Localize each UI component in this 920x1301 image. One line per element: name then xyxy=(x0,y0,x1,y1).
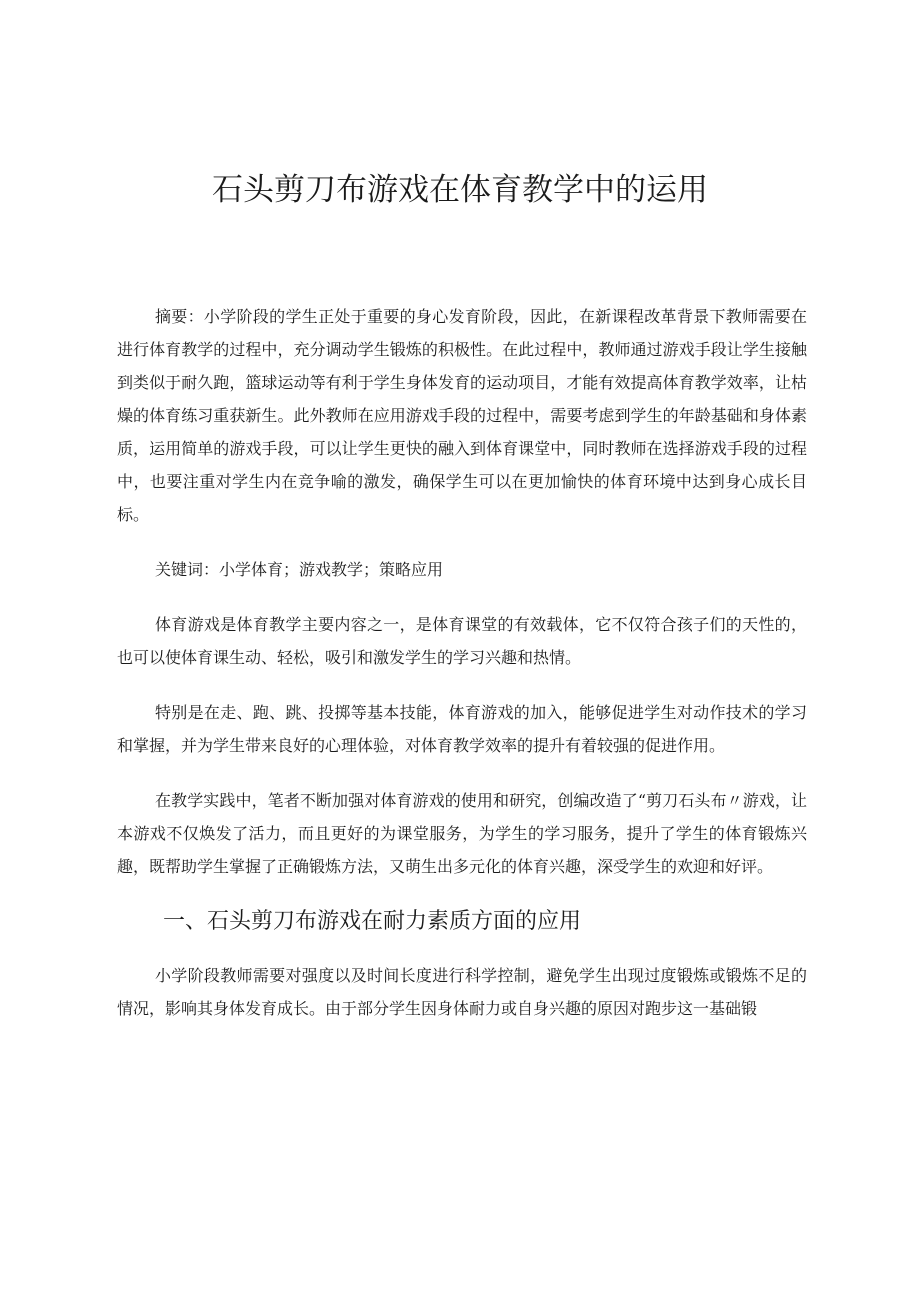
document-body xyxy=(117,300,807,1047)
section-heading-1: 一、石头剪刀布游戏在耐力素质方面的应用 xyxy=(163,909,582,934)
body-paragraph-2: 特别是在走、跑、跳、投掷等基本技能，体育游戏的加入，能够促进学生对动作技术的学习和掌握，并为学生带来良好的心理体验，对体育教学效率的提升有着较强的促进作用。 xyxy=(117,703,807,755)
keywords-paragraph: 关键词：小学体育；游戏教学；策略应用 xyxy=(155,560,444,579)
document-title: 石头剪刀布游戏在体育教学中的运用 xyxy=(212,172,708,208)
abstract-paragraph: 摘要：小学阶段的学生正处于重要的身心发育阶段，因此，在新课程改革背景下教师需要在进行体育教学的过程中，充分调动学生锻炼的积极性。在此过程中，教师通过游戏手段让学生接触到类似于耐久跑，篮球运动等有利于学生身体发育的运动项目，才能有效提高体育教学效率，让枯燥的体育练习重获新生。此外教师在应用游戏手段的过程中，需要考虑到学生的年龄基础和身体素质，运用简单的游戏手段，可以让学生更快的融入到体育课堂中，同时教师在选择游戏手段的过程中，也要注重对学生内在竞争喻的激发，确保学生可以在更加愉快的体育环境中达到身心成长目标。 xyxy=(117,307,807,524)
body-paragraph-1: 体育游戏是体育教学主要内容之一，是体育课堂的有效载体，它不仅符合孩子们的天性的，也可以使体育课生动、轻松，吸引和激发学生的学习兴趣和热情。 xyxy=(117,615,807,667)
body-paragraph-3: 在教学实践中，笔者不断加强对体育游戏的使用和研究，创编改造了“剪刀石头布〃游戏，让本游戏不仅焕发了活力，而且更好的为课堂服务，为学生的学习服务，提升了学生的体育锻炼兴趣，既帮助学生掌握了正确锻炼方法，又萌生出多元化的体育兴趣，深受学生的欢迎和好评。 xyxy=(117,791,807,876)
section-1-paragraph: 小学阶段教师需要对强度以及时间长度进行科学控制，避免学生出现过度锻炼或锻炼不足的情况，影响其身体发育成长。由于部分学生因身体耐力或自身兴趣的原因对跑步这一基础锻 xyxy=(117,966,807,1018)
